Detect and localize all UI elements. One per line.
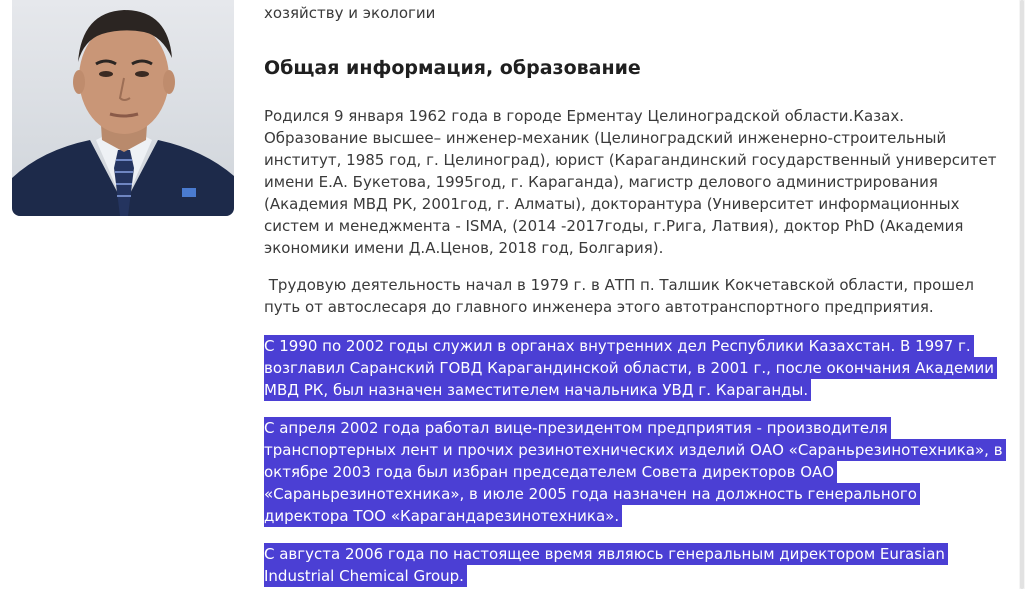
selected-line[interactable]: «Сараньрезинотехника», в июле 2005 года назначен на должность генерального [264, 483, 920, 505]
previous-section-tail: хозяйству и экологии [264, 4, 436, 22]
paragraph-line: Трудовую деятельность начал в 1979 г. в АТП п. Талшик Кокчетавской области, прошел [264, 276, 974, 294]
selected-line[interactable]: Industrial Chemical Group. [264, 565, 467, 587]
selected-line[interactable]: возглавил Саранский ГОВД Карагандинской области, в 2001 г., после окончания Академии [264, 357, 997, 379]
selected-line[interactable]: С августа 2006 года по настоящее время являюсь генеральным директором Eurasian [264, 543, 948, 565]
paragraph-line: Родился 9 января 1962 года в городе Ерментау Целиноградской области.Казах. [264, 107, 904, 125]
paragraph-birth-education [264, 105, 1004, 259]
paragraph-line: институт, 1985 год, г. Целиноград), юрист (Карагандинский государственный университет [264, 151, 997, 169]
selected-line[interactable]: С апреля 2002 года работал вице-президентом предприятия - производителя [264, 417, 891, 439]
paragraph-line: систем и менеджмента - ISMA, (2014 -2017годы, г.Рига, Латвия), доктор PhD (Академия [264, 217, 964, 235]
paragraph-line: имени Е.А. Букетова, 1995год, г. Караганда), магистр делового администрирования [264, 173, 938, 191]
portrait-image [12, 0, 234, 216]
paragraph-early-career [264, 274, 1004, 318]
profile-photo [12, 0, 234, 216]
selected-line[interactable]: С 1990 по 2002 годы служил в органах внутренних дел Республики Казахстан. В 1997 г. [264, 335, 974, 357]
paragraph-current-position-selected[interactable] [264, 543, 1004, 587]
paragraph-line: (Академия МВД РК, 2001год, г. Алматы), докторантура (Университет информационных [264, 195, 960, 213]
selected-line[interactable]: транспортерных лент и прочих резинотехнических изделий ОАО «Сараньрезинотехника», в [264, 439, 1006, 461]
paragraph-line: экономики имени Д.А.Ценов, 2018 год, Болгария). [264, 239, 664, 257]
section-title: Общая информация, образование [264, 57, 641, 79]
paragraph-rubber-industry-selected[interactable] [264, 417, 1004, 527]
selected-line[interactable]: МВД РК, был назначен заместителем начальника УВД г. Караганды. [264, 379, 811, 401]
selected-line[interactable]: директора ТОО «Карагандарезинотехника». [264, 505, 622, 527]
paragraph-line: Образование высшее– инженер-механик (Целиноградский инженерно-строительный [264, 129, 947, 147]
paragraph-police-service-selected[interactable] [264, 335, 1004, 401]
scrollbar-thumb[interactable] [1020, 0, 1024, 589]
selected-line[interactable]: октябре 2003 года был избран председателем Совета директоров ОАО [264, 461, 837, 483]
scrollbar[interactable] [1019, 0, 1025, 589]
paragraph-line: путь от автослесаря до главного инженера этого автотранспортного предприятия. [264, 298, 934, 316]
